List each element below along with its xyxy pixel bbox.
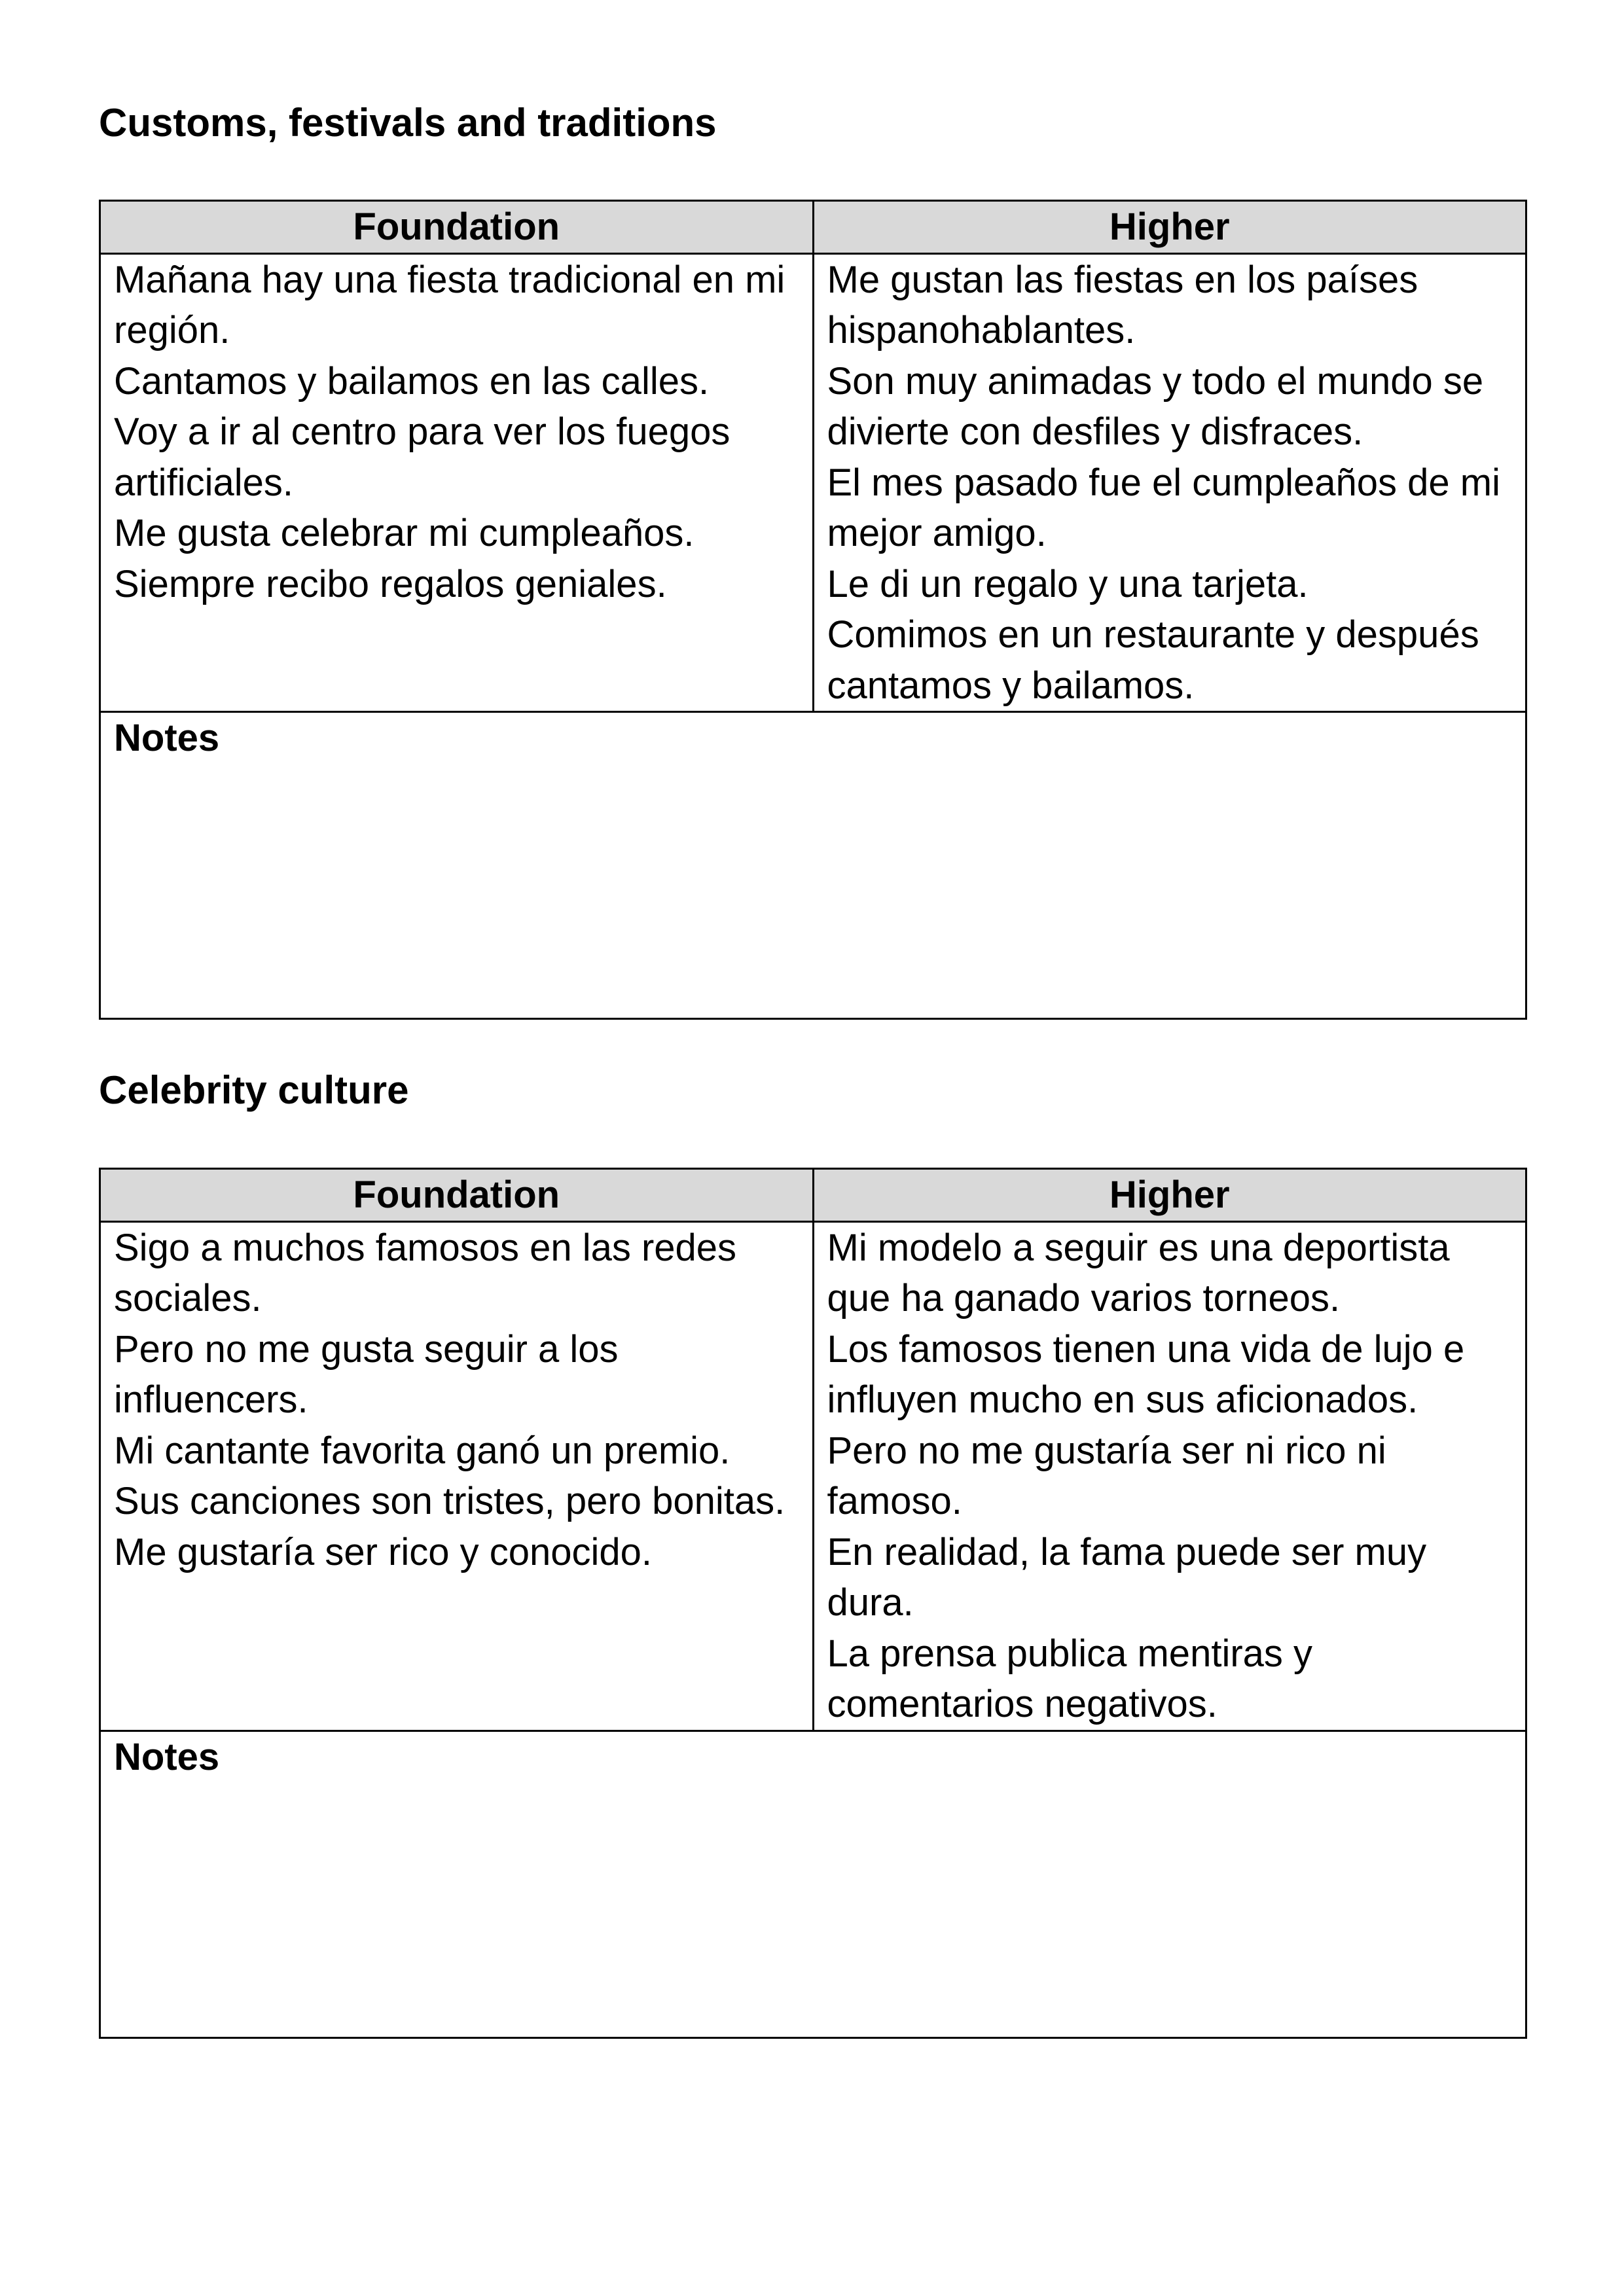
section-title: Celebrity culture (99, 1068, 409, 1112)
phrase-line: Los famosos tienen una vida de lujo e influyen mucho en sus aficionados. (827, 1327, 1465, 1421)
phrase-line: Me gustan las fiestas en los países hispanohablantes. (827, 258, 1418, 351)
phrase-line: Me gusta celebrar mi cumpleaños. (114, 512, 695, 554)
notes-row (100, 1731, 1526, 2037)
higher-cell (813, 253, 1526, 712)
table-row (100, 253, 1526, 712)
phrase-line: Pero no me gusta seguir a los influencers. (114, 1327, 619, 1421)
notes-label: Notes (114, 1735, 220, 1778)
foundation-cell (100, 1221, 814, 1731)
higher-header: Higher (813, 201, 1526, 254)
section-title: Customs, festivals and traditions (99, 101, 717, 145)
table-header-row (100, 201, 1526, 254)
foundation-header: Foundation (100, 201, 814, 254)
table-header-row (100, 1169, 1526, 1222)
table-row (100, 1221, 1526, 1731)
phrase-line: Mi modelo a seguir es una deportista que ha ganado varios torneos. (827, 1226, 1450, 1319)
phrase-line: El mes pasado fue el cumpleaños de mi mejor amigo. (827, 461, 1500, 554)
notes-label: Notes (114, 717, 220, 759)
phrase-line: Son muy animadas y todo el mundo se divierte con desfiles y disfraces. (827, 359, 1484, 453)
phrase-line: Sigo a muchos famosos en las redes sociales. (114, 1226, 737, 1319)
phrase-line: Pero no me gustaría ser ni rico ni famoso. (827, 1429, 1386, 1522)
phrase-line: Mi cantante favorita ganó un premio. (114, 1429, 731, 1472)
phrase-line: Le di un regalo y una tarjeta. (827, 562, 1308, 605)
foundation-cell (100, 253, 814, 712)
phrase-line: Voy a ir al centro para ver los fuegos artificiales. (114, 410, 731, 504)
phrase-line: En realidad, la fama puede ser muy dura. (827, 1530, 1427, 1624)
phrase-line: Siempre recibo regalos geniales. (114, 562, 667, 605)
phrase-line: La prensa publica mentiras y comentarios negativos. (827, 1632, 1313, 1725)
phrase-table-customs (99, 200, 1527, 1020)
phrase-line: Cantamos y bailamos en las calles. (114, 359, 710, 403)
notes-box[interactable] (100, 1731, 1526, 2037)
phrase-line: Me gustaría ser rico y conocido. (114, 1530, 653, 1573)
higher-cell (813, 1221, 1526, 1731)
phrase-line: Sus canciones son tristes, pero bonitas. (114, 1480, 785, 1522)
foundation-header: Foundation (100, 1169, 814, 1222)
higher-header: Higher (813, 1169, 1526, 1222)
phrase-line: Mañana hay una fiesta tradicional en mi región. (114, 258, 785, 351)
notes-row (100, 712, 1526, 1019)
notes-box[interactable] (100, 712, 1526, 1019)
phrase-line: Comimos en un restaurante y después cantamos y bailamos. (827, 613, 1479, 707)
phrase-table-celebrity (99, 1168, 1527, 2039)
